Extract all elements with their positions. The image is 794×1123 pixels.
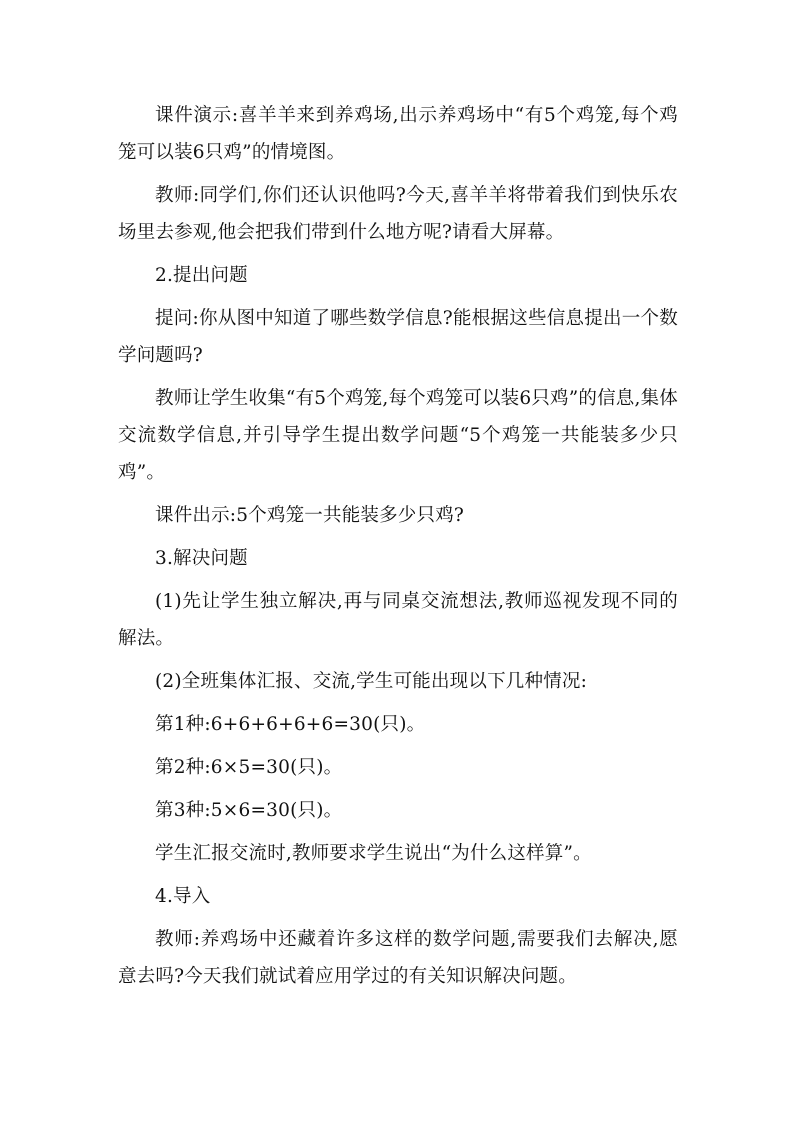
section-heading-introduction: 4.导入 [155,886,211,907]
paragraph-courseware-question: 课件出示:5个鸡笼一共能装多少只鸡? [155,505,465,526]
paragraph-question-prompt: 提问:你从图中知道了哪些数学信息?能根据这些信息提出一个数学问题吗? [118,308,678,366]
paragraph-explain-why: 学生汇报交流时,教师要求学生说出“为什么这样算”。 [155,843,592,864]
paragraph-step-2: (2)全班集体汇报、交流,学生可能出现以下几种情况: [155,671,588,692]
section-heading-solve-problem: 3.解决问题 [155,548,248,569]
paragraph-courseware-demo: 课件演示:喜羊羊来到养鸡场,出示养鸡场中“有5个鸡笼,每个鸡笼可以装6只鸡”的情境图。 [118,105,678,163]
paragraph-collect-info: 教师让学生收集“有5个鸡笼,每个鸡笼可以装6只鸡”的信息,集体交流数学信息,并引导学生提出数学问题“5个鸡笼一共能装多少只鸡”。 [118,388,678,483]
paragraph-teacher-intro: 教师:同学们,你们还认识他吗?今天,喜羊羊将带着我们到快乐农场里去参观,他会把我们带到什么地方呢?请看大屏幕。 [118,185,678,243]
paragraph-method-3: 第3种:5×6=30(只)。 [155,800,343,821]
paragraph-method-1: 第1种:6+6+6+6+6=30(只)。 [155,714,426,735]
paragraph-method-2: 第2种:6×5=30(只)。 [155,757,343,778]
document-body [118,97,678,995]
paragraph-step-1: (1)先让学生独立解决,再与同桌交流想法,教师巡视发现不同的解法。 [118,591,678,649]
paragraph-closing: 教师:养鸡场中还藏着许多这样的数学问题,需要我们去解决,愿意去吗?今天我们就试着应用学过的有关知识解决问题。 [118,929,678,987]
section-heading-ask-question: 2.提出问题 [155,265,248,286]
